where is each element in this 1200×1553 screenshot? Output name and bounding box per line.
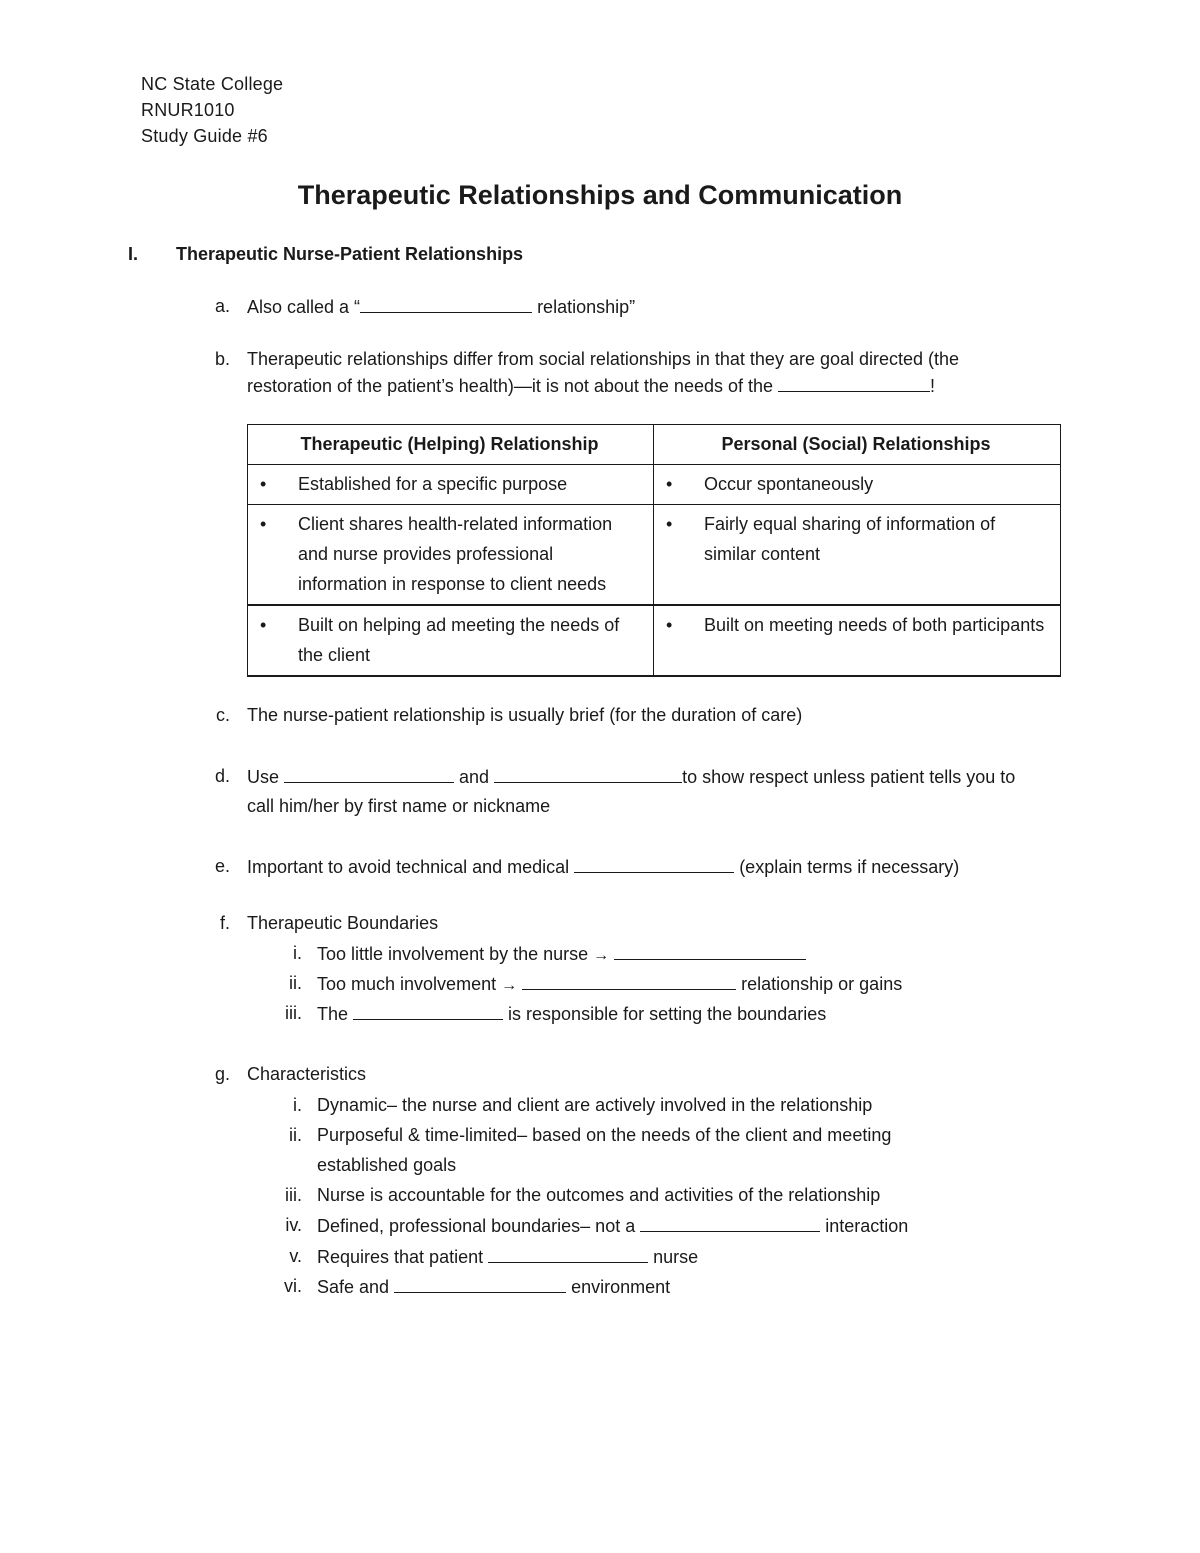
table-header-row <box>248 425 1061 465</box>
item-f-text: Therapeutic Boundaries <box>247 913 439 933</box>
blank-line <box>353 1003 503 1020</box>
item-g-sub-post: interaction <box>820 1216 909 1236</box>
item-g-sub-label: i. <box>293 1095 302 1115</box>
item-d-mid: and <box>454 767 495 787</box>
table-cell <box>248 465 654 505</box>
item-g-sub-text: Dynamic– the nurse and client are actively involved in the relationship <box>317 1095 873 1115</box>
item-d-line1 <box>247 766 1015 788</box>
blank-line <box>614 943 806 960</box>
item-g-text: Characteristics <box>247 1064 367 1084</box>
item-g-sub-label: v. <box>289 1246 302 1266</box>
item-b-line2 <box>247 375 935 397</box>
item-g-sub-label: vi. <box>284 1276 302 1296</box>
header-guide: Study Guide #6 <box>141 126 268 146</box>
page-title: Therapeutic Relationships and Communication <box>297 180 903 210</box>
section-heading: Therapeutic Nurse-Patient Relationships <box>176 244 524 264</box>
arrow-right-icon: → <box>593 947 610 964</box>
table-cell <box>654 605 1061 676</box>
item-b-line1: Therapeutic relationships differ from social relationships in that they are goal directed (the <box>247 349 960 369</box>
table-cell <box>654 465 1061 505</box>
item-d-pre: Use <box>247 767 285 787</box>
item-g-sub-text <box>317 1246 698 1268</box>
item-g-label: g. <box>214 1064 230 1084</box>
item-a-pre: Also called a “ <box>247 297 361 317</box>
item-f-label: f. <box>219 913 230 933</box>
blank-line <box>522 973 736 990</box>
table-cell-text: Occur spontaneously <box>704 474 874 494</box>
blank-line <box>494 766 682 783</box>
item-g-sub-post: nurse <box>648 1247 699 1267</box>
item-g-sub-text: Nurse is accountable for the outcomes and activities of the relationship <box>317 1185 881 1205</box>
item-f-sub-post: is responsible for setting the boundaries <box>503 1004 827 1024</box>
item-b-line2-pre: restoration of the patient’s health)—it is not about the needs of the <box>247 376 779 396</box>
item-f-sub-text <box>317 973 902 995</box>
header-college: NC State College <box>141 74 284 94</box>
item-b-line2-post: ! <box>930 376 936 396</box>
comparison-table <box>247 424 1061 677</box>
item-g-sub-text-cont: established goals <box>317 1155 457 1175</box>
table-cell-text: Built on helping ad meeting the needs of the client <box>298 615 620 665</box>
item-f-sub-label: iii. <box>285 1003 302 1023</box>
bullet-icon: • <box>666 474 673 494</box>
item-e-text <box>247 856 959 878</box>
item-f-sub-post: relationship or gains <box>736 974 903 994</box>
item-d-line2: call him/her by first name or nickname <box>247 796 551 816</box>
item-f-sub-label: ii. <box>289 973 302 993</box>
item-g-sub-text <box>317 1215 908 1237</box>
item-a-post: relationship” <box>532 297 636 317</box>
section-numeral: I. <box>128 244 139 264</box>
table-cell <box>248 505 654 606</box>
arrow-right-icon: → <box>501 977 518 994</box>
item-e-label: e. <box>214 856 230 876</box>
blank-line <box>394 1276 566 1293</box>
table-cell-text: Established for a specific purpose <box>298 474 568 494</box>
item-g-sub-label: iv. <box>285 1215 302 1235</box>
item-c-text: The nurse-patient relationship is usually brief (for the duration of care) <box>247 705 803 725</box>
table-cell-text: Fairly equal sharing of information of similar content <box>704 514 996 564</box>
item-g-sub-label: ii. <box>289 1125 302 1145</box>
table-cell <box>654 505 1061 606</box>
header-course: RNUR1010 <box>141 100 235 120</box>
item-g-sub-label: iii. <box>285 1185 302 1205</box>
table-row <box>248 605 1061 676</box>
item-g-sub-post: environment <box>566 1277 671 1297</box>
item-g-sub-text <box>317 1276 670 1298</box>
bullet-icon: • <box>260 615 267 635</box>
bullet-icon: • <box>666 514 673 534</box>
bullet-icon: • <box>666 615 673 635</box>
table-header-therapeutic: Therapeutic (Helping) Relationship <box>248 425 654 465</box>
bullet-icon: • <box>260 474 267 494</box>
item-f-sub-pre: Too much involvement <box>317 974 502 994</box>
blank-line <box>778 375 930 392</box>
item-c-label: c. <box>215 705 230 725</box>
item-g-sub-text: Purposeful & time-limited– based on the needs of the client and meeting <box>317 1125 892 1145</box>
table-cell-text: Built on meeting needs of both participants <box>704 615 1045 635</box>
item-g-sub-pre: Requires that patient <box>317 1247 489 1267</box>
item-g-sub-pre: Defined, professional boundaries– not a <box>317 1216 641 1236</box>
item-f-sub-pre: The <box>317 1004 354 1024</box>
item-d-post: to show respect unless patient tells you to <box>682 767 1016 787</box>
item-f-sub-text <box>317 943 806 965</box>
table-cell <box>248 605 654 676</box>
item-b-label: b. <box>214 349 230 369</box>
blank-line <box>574 856 734 873</box>
table-row <box>248 505 1061 606</box>
table-row <box>248 465 1061 505</box>
item-f-sub-text <box>317 1003 826 1025</box>
item-f-sub-label: i. <box>293 943 302 963</box>
item-e-post: (explain terms if necessary) <box>734 857 960 877</box>
item-g-sub-pre: Safe and <box>317 1277 395 1297</box>
item-f-sub-pre: Too little involvement by the nurse <box>317 944 594 964</box>
item-a-text <box>247 296 635 318</box>
blank-line <box>640 1215 820 1232</box>
blank-line <box>284 766 454 783</box>
item-d-label: d. <box>214 766 230 786</box>
bullet-icon: • <box>260 514 267 534</box>
blank-line <box>360 296 532 313</box>
table-cell-text: Client shares health-related information and nurse provides professional information in response to client needs <box>298 514 613 594</box>
item-a-label: a. <box>214 296 230 316</box>
blank-line <box>488 1246 648 1263</box>
item-e-pre: Important to avoid technical and medical <box>247 857 575 877</box>
table-header-personal: Personal (Social) Relationships <box>654 425 1061 465</box>
